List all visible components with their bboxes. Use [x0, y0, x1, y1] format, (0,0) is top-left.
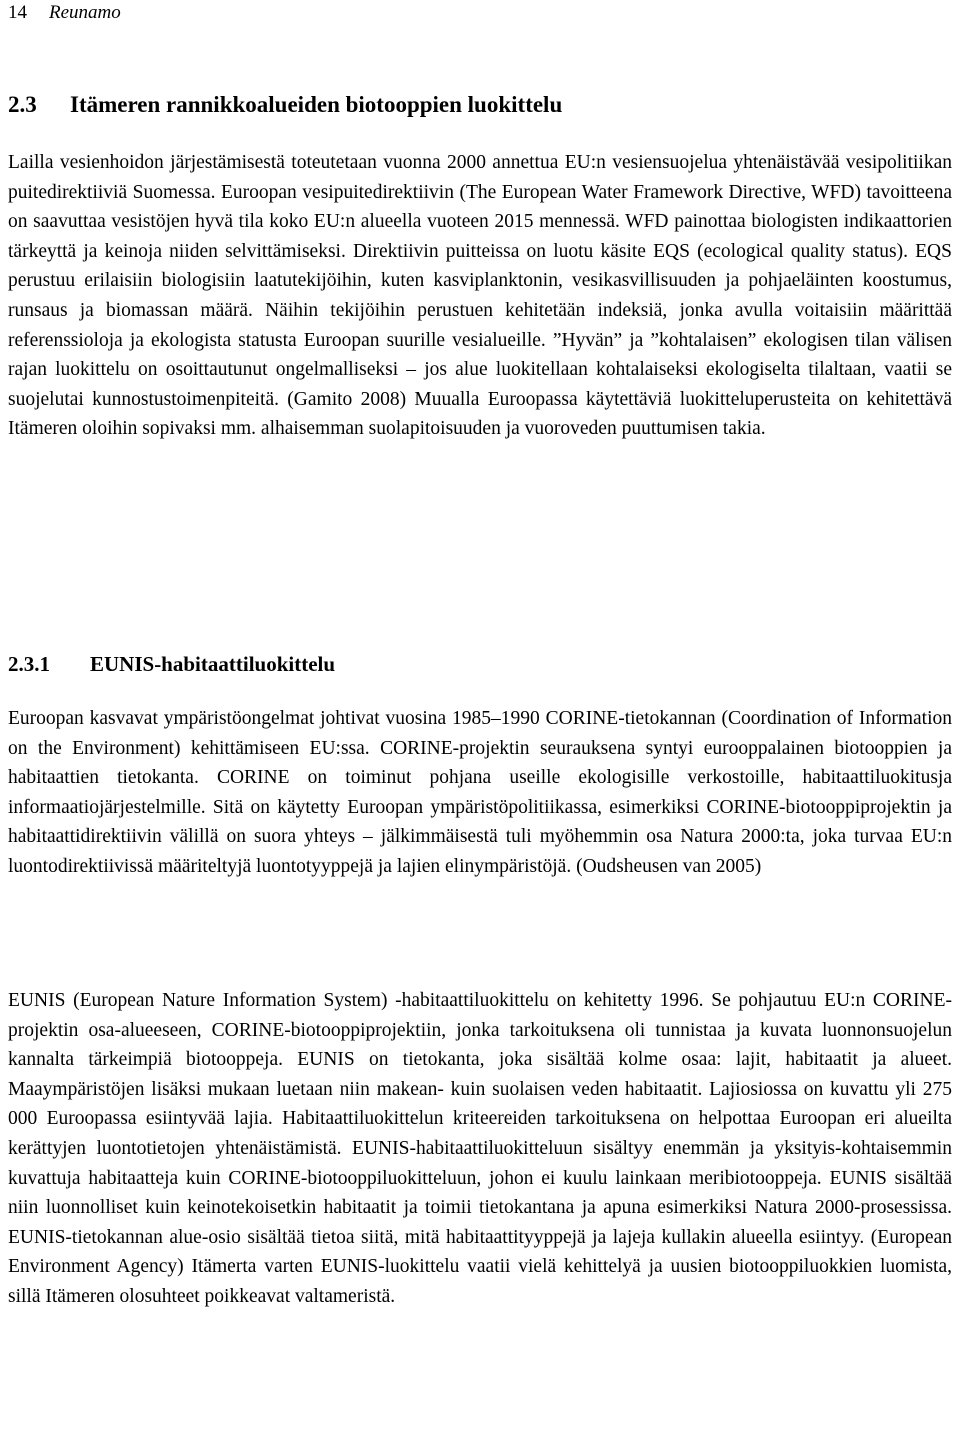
- subsection-number: 2.3.1: [8, 652, 50, 676]
- section-heading: [8, 90, 562, 120]
- subsection-heading: [8, 650, 335, 678]
- subsection-paragraph-2: EUNIS (European Nature Information System) -habitaattiluokittelu on kehitetty 1996. Se pohjautuu EU:n CORINE-projektin osa-alueeseen, CORINE-biotooppiprojektiin, jonka tarkoituksena oli tunnistaa ja kuvata luonnonsuojelun kannalta tärkeimpiä biotooppeja. EUNIS on tietokanta, joka sisältää kolme osaa: lajit, habitaatit ja alueet. Maaympäristöjen lisäksi mukaan luetaan niin makean- kuin suolaisen veden habitaatit. Lajiosiossa on kuvattu yli 275 000 Euroopassa esiintyvää lajia. Habitaattiluokittelun kriteereiden tarkoituksena on helpottaa Euroopan eri alueilta kerättyjen luontotietojen yhtenäistämistä. EUNIS-habitaattiluokitteluun sisältyy enemmän ja yksityis-kohtaisemmin kuvattuja habitaatteja kuin CORINE-biotooppiluokitteluun, johon ei kuulu lainkaan meribiotooppeja. EUNIS sisältää niin luonnolliset kuin keinotekoisetkin habitaatit ja toimii tietokantana ja apuna esimerkiksi Natura 2000-prosessissa. EUNIS-tietokannan alue-osio sisältää tietoa siitä, mitä habitaattityyppejä ja lajeja kullakin alueella esiintyy. (European Environment Agency) Itämerta varten EUNIS-luokittelu vaatii vielä kehittelyä ja uusien biotooppiluokkien luomista, sillä Itämeren olosuhteet poikkeavat valtameristä.: [8, 990, 952, 1307]
- section-number: 2.3: [8, 92, 37, 117]
- running-header: [8, 2, 121, 24]
- section-title: Itämeren rannikkoalueiden biotooppien luokittelu: [70, 92, 563, 117]
- subsection-title: EUNIS-habitaattiluokittelu: [90, 652, 336, 676]
- page-number: 14: [8, 2, 27, 23]
- running-title: Reunamo: [49, 2, 121, 23]
- section-paragraph-1: Lailla vesienhoidon järjestämisestä toteutetaan vuonna 2000 annettua EU:n vesiensuojelua yhtenäistävää vesipolitiikan puitedirektiiviä Suomessa. Euroopan vesipuitedirektiivin (The European Water Framework Directive, WFD) tavoitteena on saavuttaa vesistöjen hyvä tila koko EU:n alueella vuoteen 2015 mennessä. WFD painottaa biologisten indikaattorien tärkeyttä ja keinoja niiden selvittämiseksi. Direktiivin puitteissa on luotu käsite EQS (ecological quality status). EQS perustuu erilaisiin biologisiin laatutekijöihin, kuten kasviplanktonin, vesikasvillisuuden ja pohjaeläinten koostumus, runsaus ja biomassan määrä. Näihin tekijöihin perustuen kehitetään indeksiä, jonka avulla voitaisiin määrittää referenssioloja ja ekologista statusta Euroopan suurille vesialueille. ”Hyvän” ja ”kohtalaisen” ekologisen tilan välisen rajan luokittelu on osoittautunut ongelmalliseksi – jos alue luokitellaan kohtalaiseksi ekologiselta tilaltaan, vaatii se suojelutai kunnostustoimenpiteitä. (Gamito 2008) Muualla Euroopassa käytettäviä luokitteluperusteita on kehitettävä Itämeren oloihin sopivaksi mm. alhaisemman suolapitoisuuden ja vuoroveden puuttumisen takia.: [8, 152, 952, 440]
- subsection-paragraph-1: Euroopan kasvavat ympäristöongelmat johtivat vuosina 1985–1990 CORINE-tietokannan (Coordination of Information on the Environment) kehittämiseen EU:ssa. CORINE-projektin seurauksena syntyi eurooppalainen biotooppien ja habitaattien tietokanta. CORINE on toiminut pohjana useille ekologisille verkostoille, habitaattiluokitusja informaatiojärjestelmille. Sitä on käytetty Euroopan ympäristöpolitiikassa, esimerkiksi CORINE-biotooppiprojektin ja habitaattidirektiivin välillä on suora yhteys – jälkimmäisestä tuli myöhemmin osa Natura 2000:ta, joka turvaa EU:n luontodirektiivissä määriteltyjä luontotyyppejä ja lajien elinympäristöjä. (Oudsheusen van 2005): [8, 708, 952, 877]
